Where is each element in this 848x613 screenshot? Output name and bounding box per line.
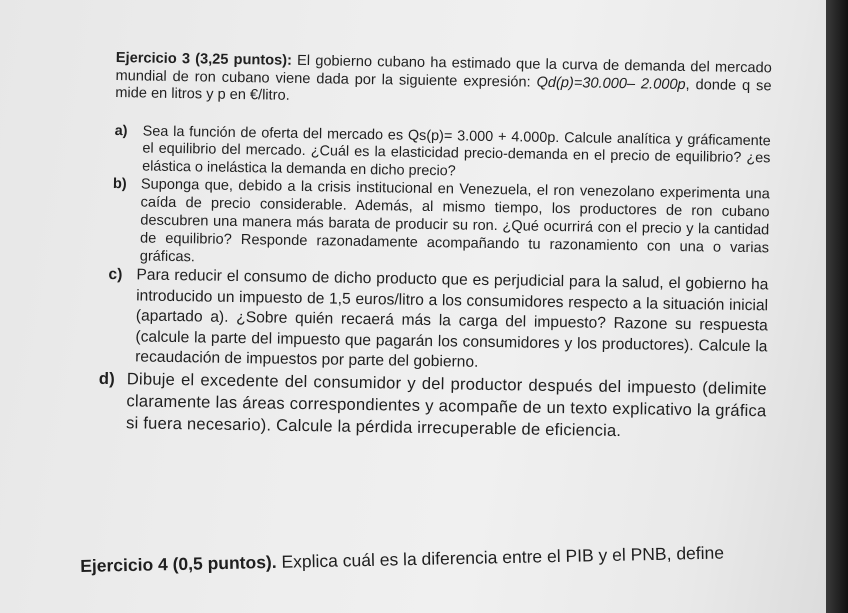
exercise-4-text: Explica cuál es la diferencia entre el PIB y el PNB, define bbox=[281, 542, 725, 572]
exercise-3 bbox=[98, 50, 772, 444]
exercise-4 bbox=[80, 543, 724, 577]
question-b bbox=[112, 175, 770, 275]
question-b-letter: b) bbox=[112, 176, 127, 193]
question-d-letter: d) bbox=[98, 368, 116, 388]
exercise-3-intro-tail: , donde q se mide en litros y p en €/litro. bbox=[115, 76, 772, 104]
demand-formula: Qd(p)=30.000– 2.000p bbox=[536, 74, 686, 93]
question-c bbox=[107, 265, 769, 378]
exercise-4-title: Ejercicio 4 (0,5 puntos). bbox=[80, 551, 277, 576]
question-a-text: Sea la función de oferta del mercado es Qs(p)= 3.000 + 4.000p. Calcule analítica y gráficamente el equilibrio del mercado. ¿Cuál es la elasticidad precio-demanda en el precio de equilibrio? ¿es elástica o inelástica la demanda en dicho precio? bbox=[142, 122, 771, 179]
question-d-text: Dibuje el excedente del consumidor y del productor después del impuesto (delimite claramente las áreas correspondientes y acompañe de un texto explicativo la gráfica si fuera necesario). Calcule la pérdida irrecuperable de eficiencia. bbox=[126, 368, 767, 440]
exercise-3-title: Ejercicio 3 (3,25 puntos): bbox=[115, 50, 293, 69]
question-d bbox=[98, 367, 767, 443]
exercise-3-intro bbox=[115, 50, 772, 113]
exercise-3-intro-text: El gobierno cubano ha estimado que la curva de demanda del mercado mundial de ron cubano viene dada por la siguiente expresión: bbox=[115, 52, 772, 91]
question-b-text: Suponga que, debido a la crisis institucional en Venezuela, el ron venezolano experimenta una caída de precio considerable. Además, al mismo tiempo, los productores de ron cubano descubren una manera más barata de producir su ron. ¿Qué ocurrirá con el precio y la cantidad de equilibrio? Responde razonadamente acompañando tu razonamiento con una o varias gráficas. bbox=[139, 176, 770, 266]
page-edge-shadow bbox=[826, 0, 848, 613]
question-c-letter: c) bbox=[108, 265, 123, 284]
question-a-letter: a) bbox=[114, 122, 128, 139]
question-c-text: Para reducir el consumo de dicho producto que es perjudicial para la salud, el gobierno ha introducido un impuesto de 1,5 euros/litro a los consumidores respecto a la situación inicial (apartado a). ¿Sobre quién recaerá más la carga del impuesto? Razone su respuesta (calcule la parte del impuesto que pagarán los consumidores y los productores). Calcule la recaudación de impuestos por parte del gobierno. bbox=[135, 266, 769, 371]
